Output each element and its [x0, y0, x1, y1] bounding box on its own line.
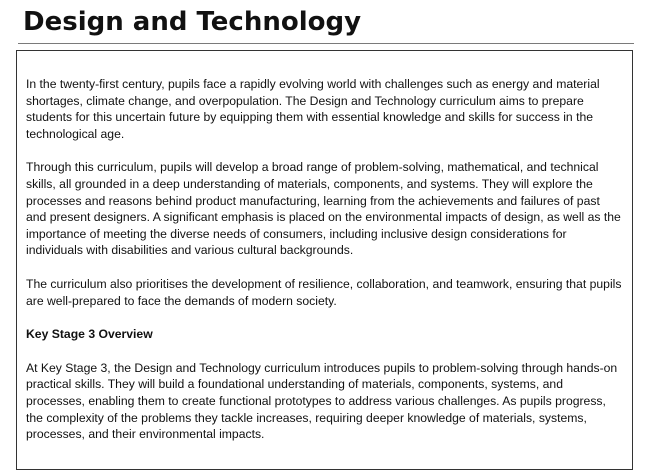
key-stage-paragraph: At Key Stage 3, the Design and Technology curriculum introduces pupils to problem-solving through hands-on practical skills. They will build a foundational understanding of materials, components, systems, and processes, enabling them to create functional prototypes to address various challenges. As pupils progress, the complexity of the problems they tackle increases, requiring deeper knowledge of materials, systems, processes, and their environmental impacts. — [26, 360, 618, 442]
title-divider — [18, 43, 634, 44]
page-title: Design and Technology — [23, 7, 362, 37]
intro-paragraph: In the twenty-first century, pupils face a rapidly evolving world with challenges such as energy and material shortages, climate change, and overpopulation. The Design and Technology curriculum aims to prepare students for this uncertain future by equipping them with essential knowledge and skills for success in the technological age. — [26, 77, 600, 141]
section-heading: Key Stage 3 Overview — [26, 327, 153, 342]
resilience-paragraph: The curriculum also prioritises the development of resilience, collaboration, and teamwork, ensuring that pupils are well-prepared to face the demands of modern society. — [26, 276, 622, 308]
content-box — [16, 50, 633, 470]
curriculum-paragraph: Through this curriculum, pupils will develop a broad range of problem-solving, mathematical, and technical skills, all grounded in a deep understanding of materials, components, and systems. They will explore the processes and reasons behind product manufacturing, learning from the achievements and failures of past and present designers. A significant emphasis is placed on the environmental impacts of design, as well as the importance of meeting the diverse needs of consumers, including inclusive design considerations for individuals with disabilities and various cultural backgrounds. — [26, 160, 621, 258]
